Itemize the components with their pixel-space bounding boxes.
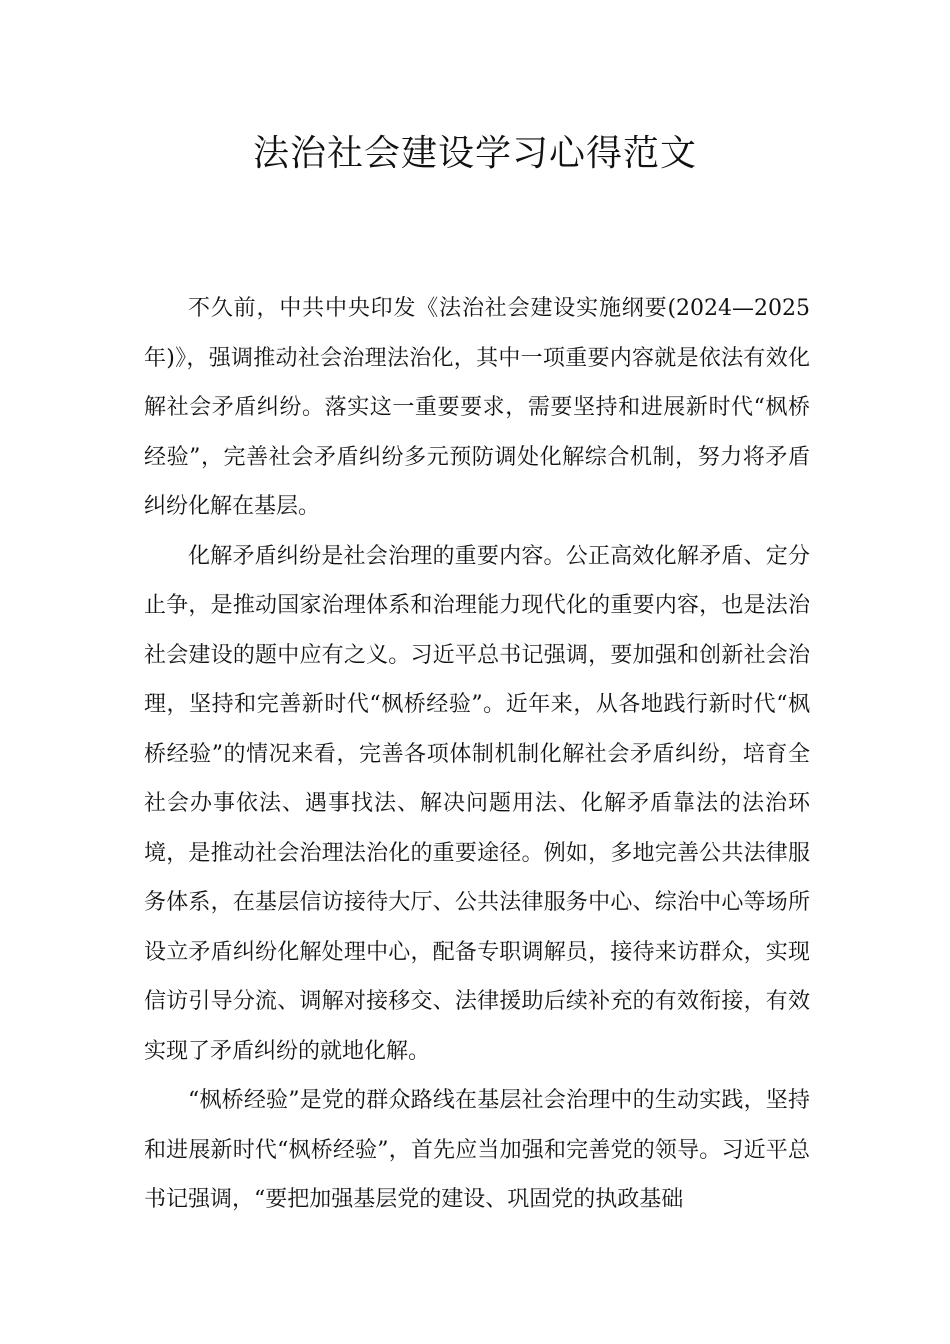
paragraph-1: 不久前，中共中央印发《法治社会建设实施纲要(2024—2025年)》，强调推动社会治理法治化，其中一项重要内容就是依法有效化解社会矛盾纠纷。落实这一重要要求，需要坚持和进展新时代“枫桥经验”，完善社会矛盾纠纷多元预防调处化解综合机制，努力将矛盾纠纷化解在基层。 — [144, 296, 810, 519]
paragraph-2: 化解矛盾纠纷是社会治理的重要内容。公正高效化解矛盾、定分止争，是推动国家治理体系和治理能力现代化的重要内容，也是法治社会建设的题中应有之义。习近平总书记强调，要加强和创新社会治理，坚持和完善新时代“枫桥经验”。近年来，从各地践行新时代“枫桥经验”的情况来看，完善各项体制机制化解社会矛盾纠纷，培育全社会办事依法、遇事找法、解决问题用法、化解矛盾靠法的法治环境，是推动社会治理法治化的重要途径。例如，多地完善公共法律服务体系，在基层信访接待大厅、公共法律服务中心、综治中心等场所设立矛盾纠纷化解处理中心，配备专职调解员，接待来访群众，实现信访引导分流、调解对接移交、法律援助后续补充的有效衔接，有效实现了矛盾纠纷的就地化解。 — [144, 543, 810, 1064]
document-body — [144, 284, 810, 1225]
document-title: 法治社会建设学习心得范文 — [252, 133, 697, 174]
paragraph-3: “枫桥经验”是党的群众路线在基层社会治理中的生动实践，坚持和进展新时代“枫桥经验”，首先应当加强和完善党的领导。习近平总书记强调，“要把加强基层党的建设、巩固党的执政基础 — [144, 1088, 810, 1212]
